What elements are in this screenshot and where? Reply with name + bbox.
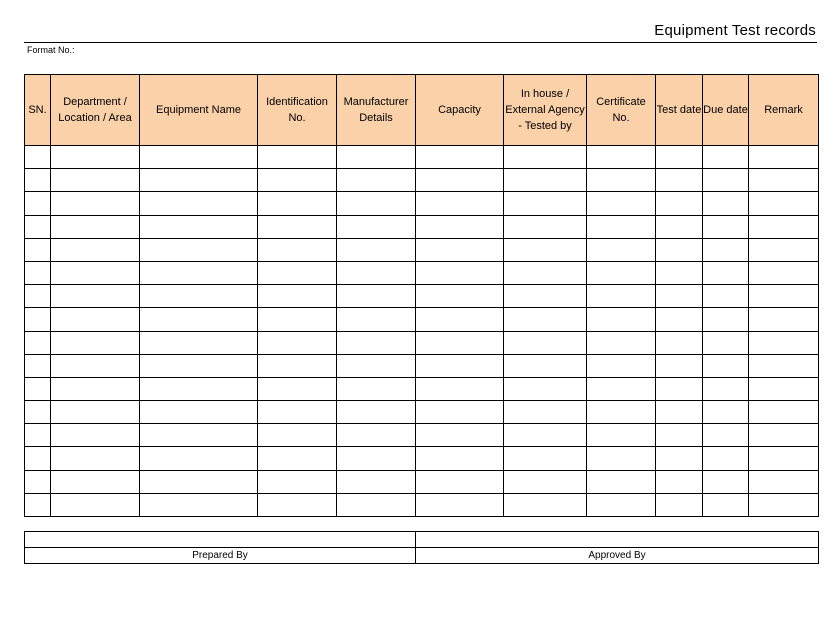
table-cell[interactable] xyxy=(25,470,51,493)
approved-by-signature-cell[interactable] xyxy=(416,532,819,548)
table-cell[interactable] xyxy=(140,238,258,261)
table-cell[interactable] xyxy=(749,377,819,400)
column-header-capacity: Capacity xyxy=(416,75,504,146)
table-cell[interactable] xyxy=(703,377,749,400)
table-cell[interactable] xyxy=(703,192,749,215)
table-cell[interactable] xyxy=(504,238,587,261)
table-row xyxy=(25,447,819,470)
table-cell[interactable] xyxy=(51,238,140,261)
table-cell[interactable] xyxy=(258,192,337,215)
signature-space-row xyxy=(25,532,819,548)
table-cell[interactable] xyxy=(504,447,587,470)
table-cell[interactable] xyxy=(703,146,749,169)
table-cell[interactable] xyxy=(258,215,337,238)
table-cell[interactable] xyxy=(587,285,656,308)
column-header-test-date: Test date xyxy=(656,75,703,146)
table-row xyxy=(25,308,819,331)
table-cell[interactable] xyxy=(337,146,416,169)
prepared-by-label: Prepared By xyxy=(25,548,416,564)
table-cell[interactable] xyxy=(749,470,819,493)
table-cell[interactable] xyxy=(337,354,416,377)
column-header-due-date: Due date xyxy=(703,75,749,146)
table-cell[interactable] xyxy=(258,308,337,331)
table-cell[interactable] xyxy=(25,493,51,516)
table-cell[interactable] xyxy=(703,424,749,447)
table-cell[interactable] xyxy=(656,331,703,354)
table-cell[interactable] xyxy=(504,169,587,192)
table-cell[interactable] xyxy=(416,493,504,516)
table-cell[interactable] xyxy=(51,146,140,169)
table-cell[interactable] xyxy=(703,285,749,308)
table-cell[interactable] xyxy=(140,261,258,284)
table-cell[interactable] xyxy=(25,261,51,284)
table-cell[interactable] xyxy=(504,354,587,377)
table-cell[interactable] xyxy=(25,308,51,331)
table-cell[interactable] xyxy=(416,169,504,192)
table-cell[interactable] xyxy=(656,493,703,516)
table-cell[interactable] xyxy=(258,331,337,354)
table-cell[interactable] xyxy=(749,354,819,377)
table-cell[interactable] xyxy=(51,192,140,215)
table-cell[interactable] xyxy=(140,354,258,377)
table-row xyxy=(25,169,819,192)
table-cell[interactable] xyxy=(656,447,703,470)
table-cell[interactable] xyxy=(140,447,258,470)
table-row xyxy=(25,401,819,424)
table-row xyxy=(25,331,819,354)
column-header-department: Department / Location / Area xyxy=(51,75,140,146)
table-cell[interactable] xyxy=(656,215,703,238)
table-cell[interactable] xyxy=(258,261,337,284)
table-cell[interactable] xyxy=(703,331,749,354)
table-cell[interactable] xyxy=(504,192,587,215)
table-cell[interactable] xyxy=(337,215,416,238)
table-cell[interactable] xyxy=(25,424,51,447)
table-row xyxy=(25,215,819,238)
table-cell[interactable] xyxy=(337,261,416,284)
page-title: Equipment Test records xyxy=(654,22,816,39)
table-cell[interactable] xyxy=(258,493,337,516)
table-cell[interactable] xyxy=(587,331,656,354)
table-cell[interactable] xyxy=(703,238,749,261)
table-cell[interactable] xyxy=(504,331,587,354)
table-cell[interactable] xyxy=(51,424,140,447)
table-cell[interactable] xyxy=(703,215,749,238)
approved-by-label: Approved By xyxy=(416,548,819,564)
table-cell[interactable] xyxy=(258,401,337,424)
table-cell[interactable] xyxy=(749,331,819,354)
table-cell[interactable] xyxy=(416,401,504,424)
prepared-by-signature-cell[interactable] xyxy=(25,532,416,548)
table-cell[interactable] xyxy=(703,470,749,493)
table-cell[interactable] xyxy=(749,261,819,284)
table-cell[interactable] xyxy=(587,169,656,192)
table-cell[interactable] xyxy=(51,354,140,377)
table-cell[interactable] xyxy=(51,215,140,238)
title-rule xyxy=(24,42,817,43)
table-cell[interactable] xyxy=(587,470,656,493)
table-cell[interactable] xyxy=(140,285,258,308)
table-cell[interactable] xyxy=(587,215,656,238)
table-cell[interactable] xyxy=(337,331,416,354)
table-cell[interactable] xyxy=(51,470,140,493)
table-cell[interactable] xyxy=(337,169,416,192)
table-cell[interactable] xyxy=(25,238,51,261)
table-cell[interactable] xyxy=(140,493,258,516)
table-cell[interactable] xyxy=(337,424,416,447)
table-cell[interactable] xyxy=(416,424,504,447)
table-cell[interactable] xyxy=(656,308,703,331)
table-cell[interactable] xyxy=(25,215,51,238)
table-cell[interactable] xyxy=(587,493,656,516)
table-cell[interactable] xyxy=(504,493,587,516)
table-cell[interactable] xyxy=(504,401,587,424)
table-cell[interactable] xyxy=(140,401,258,424)
signature-table xyxy=(24,531,819,564)
table-cell[interactable] xyxy=(258,377,337,400)
table-row xyxy=(25,146,819,169)
table-cell[interactable] xyxy=(749,215,819,238)
table-cell[interactable] xyxy=(656,377,703,400)
table-cell[interactable] xyxy=(416,192,504,215)
table-cell[interactable] xyxy=(258,470,337,493)
signature-label-row xyxy=(25,548,819,564)
table-cell[interactable] xyxy=(749,493,819,516)
table-cell[interactable] xyxy=(656,285,703,308)
table-cell[interactable] xyxy=(258,146,337,169)
table-cell[interactable] xyxy=(51,169,140,192)
table-cell[interactable] xyxy=(25,192,51,215)
table-row xyxy=(25,470,819,493)
table-cell[interactable] xyxy=(140,215,258,238)
table-cell[interactable] xyxy=(703,261,749,284)
table-cell[interactable] xyxy=(51,493,140,516)
table-row xyxy=(25,192,819,215)
table-cell[interactable] xyxy=(337,238,416,261)
table-cell[interactable] xyxy=(749,146,819,169)
table-cell[interactable] xyxy=(416,238,504,261)
table-cell[interactable] xyxy=(25,377,51,400)
column-header-manufacturer-details: Manufacturer Details xyxy=(337,75,416,146)
table-cell[interactable] xyxy=(337,470,416,493)
table-cell[interactable] xyxy=(587,308,656,331)
table-cell[interactable] xyxy=(587,401,656,424)
table-cell[interactable] xyxy=(140,470,258,493)
table-row xyxy=(25,377,819,400)
table-cell[interactable] xyxy=(587,447,656,470)
table-cell[interactable] xyxy=(749,169,819,192)
table-cell[interactable] xyxy=(749,308,819,331)
table-cell[interactable] xyxy=(587,377,656,400)
table-cell[interactable] xyxy=(51,331,140,354)
column-header-tested-by: In house / External Agency - Tested by xyxy=(504,75,587,146)
format-number-label: Format No.: xyxy=(27,45,75,55)
column-header-certificate-no: Certificate No. xyxy=(587,75,656,146)
table-cell[interactable] xyxy=(703,447,749,470)
table-cell[interactable] xyxy=(25,354,51,377)
table-cell[interactable] xyxy=(504,215,587,238)
table-cell[interactable] xyxy=(258,169,337,192)
table-cell[interactable] xyxy=(337,308,416,331)
table-cell[interactable] xyxy=(258,285,337,308)
table-cell[interactable] xyxy=(504,308,587,331)
table-cell[interactable] xyxy=(337,493,416,516)
table-cell[interactable] xyxy=(587,146,656,169)
table-cell[interactable] xyxy=(140,331,258,354)
table-cell[interactable] xyxy=(587,261,656,284)
table-row xyxy=(25,424,819,447)
table-cell[interactable] xyxy=(656,169,703,192)
table-header-row xyxy=(25,75,819,146)
column-header-sn: SN. xyxy=(25,75,51,146)
table-cell[interactable] xyxy=(25,447,51,470)
table-body xyxy=(25,146,819,517)
table-cell[interactable] xyxy=(25,401,51,424)
table-cell[interactable] xyxy=(416,146,504,169)
table-cell[interactable] xyxy=(258,447,337,470)
table-cell[interactable] xyxy=(504,285,587,308)
table-cell[interactable] xyxy=(25,146,51,169)
table-cell[interactable] xyxy=(749,401,819,424)
table-cell[interactable] xyxy=(749,447,819,470)
table-cell[interactable] xyxy=(25,331,51,354)
table-cell[interactable] xyxy=(587,354,656,377)
table-cell[interactable] xyxy=(656,354,703,377)
table-cell[interactable] xyxy=(51,308,140,331)
table-cell[interactable] xyxy=(25,285,51,308)
table-row xyxy=(25,261,819,284)
table-cell[interactable] xyxy=(504,146,587,169)
table-cell[interactable] xyxy=(140,169,258,192)
table-cell[interactable] xyxy=(587,424,656,447)
table-cell[interactable] xyxy=(416,308,504,331)
table-cell[interactable] xyxy=(703,308,749,331)
table-cell[interactable] xyxy=(140,192,258,215)
table-cell[interactable] xyxy=(416,377,504,400)
table-cell[interactable] xyxy=(337,401,416,424)
table-cell[interactable] xyxy=(504,377,587,400)
table-cell[interactable] xyxy=(749,238,819,261)
table-cell[interactable] xyxy=(140,308,258,331)
table-cell[interactable] xyxy=(416,354,504,377)
table-cell[interactable] xyxy=(140,377,258,400)
column-header-remark: Remark xyxy=(749,75,819,146)
table-cell[interactable] xyxy=(703,401,749,424)
table-cell[interactable] xyxy=(25,169,51,192)
table-cell[interactable] xyxy=(51,377,140,400)
table-row xyxy=(25,285,819,308)
table-cell[interactable] xyxy=(587,238,656,261)
table-row xyxy=(25,354,819,377)
table-row xyxy=(25,493,819,516)
table-cell[interactable] xyxy=(656,261,703,284)
table-cell[interactable] xyxy=(337,447,416,470)
table-cell[interactable] xyxy=(337,377,416,400)
table-cell[interactable] xyxy=(337,285,416,308)
table-cell[interactable] xyxy=(258,424,337,447)
table-cell[interactable] xyxy=(504,470,587,493)
table-cell[interactable] xyxy=(504,261,587,284)
table-cell[interactable] xyxy=(416,331,504,354)
table-cell[interactable] xyxy=(416,447,504,470)
table-cell[interactable] xyxy=(703,354,749,377)
table-cell[interactable] xyxy=(749,192,819,215)
table-cell[interactable] xyxy=(656,238,703,261)
table-cell[interactable] xyxy=(258,238,337,261)
table-cell[interactable] xyxy=(51,401,140,424)
table-cell[interactable] xyxy=(140,146,258,169)
table-cell[interactable] xyxy=(587,192,656,215)
table-cell[interactable] xyxy=(703,169,749,192)
table-cell[interactable] xyxy=(656,424,703,447)
table-cell[interactable] xyxy=(656,470,703,493)
table-cell[interactable] xyxy=(416,285,504,308)
table-cell[interactable] xyxy=(749,285,819,308)
table-cell[interactable] xyxy=(337,192,416,215)
table-cell[interactable] xyxy=(416,470,504,493)
column-header-identification-no: Identification No. xyxy=(258,75,337,146)
table-cell[interactable] xyxy=(51,285,140,308)
table-cell[interactable] xyxy=(416,261,504,284)
table-cell[interactable] xyxy=(504,424,587,447)
table-row xyxy=(25,238,819,261)
table-cell[interactable] xyxy=(656,146,703,169)
table-cell[interactable] xyxy=(258,354,337,377)
column-header-equipment-name: Equipment Name xyxy=(140,75,258,146)
table-cell[interactable] xyxy=(51,261,140,284)
equipment-test-table xyxy=(24,74,819,517)
table-cell[interactable] xyxy=(749,424,819,447)
table-cell[interactable] xyxy=(656,192,703,215)
table-cell[interactable] xyxy=(656,401,703,424)
table-cell[interactable] xyxy=(140,424,258,447)
table-cell[interactable] xyxy=(51,447,140,470)
table-cell[interactable] xyxy=(416,215,504,238)
table-cell[interactable] xyxy=(703,493,749,516)
